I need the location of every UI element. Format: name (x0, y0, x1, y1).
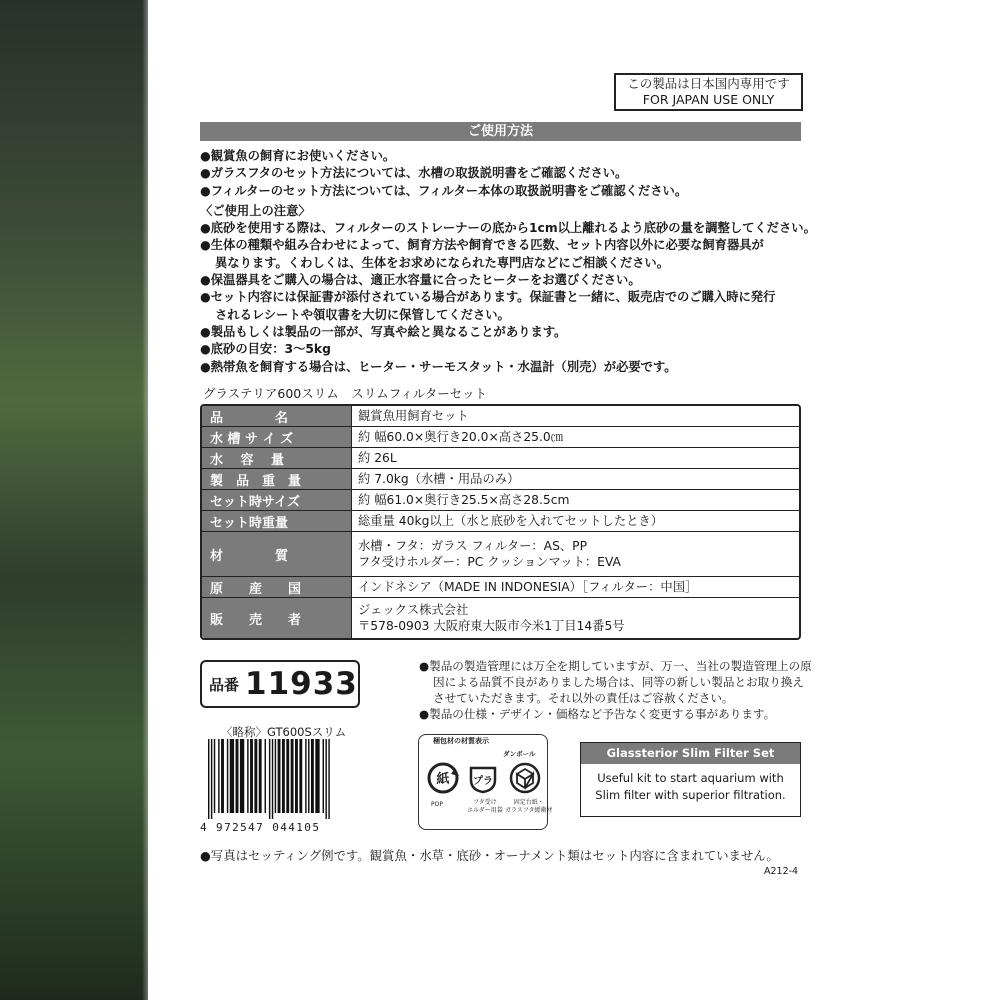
spec-value: インドネシア（MADE IN INDONESIA）［フィルター：中国］ (358, 580, 698, 594)
product-number: 11933 (245, 666, 358, 702)
spec-value: 観賞魚用飼育セット (358, 409, 469, 423)
caution-title: 〈ご使用上の注意〉 (200, 203, 311, 218)
spec-label: 材 質 (210, 548, 289, 564)
barcode-bar (221, 739, 224, 813)
note-line: 因による品質不良がありました場合は、同等の新しい製品とお取り換え (433, 675, 805, 689)
usage-item: ●フィルターのセット方法については、フィルター本体の取扱説明書をご確認ください。 (200, 183, 688, 198)
spec-label: 販 売 者 (210, 612, 302, 628)
caution-item: ●セット内容には保証書が添付されている場合があります。保証書と一緒に、販売店でのご購入時に発行 (200, 290, 776, 305)
usage-header: ご使用方法 (200, 122, 801, 141)
notice-line-jp: この製品は日本国内専用です (627, 76, 790, 91)
caution-item: ●保温器具をご購入の場合は、適正水容量に合ったヒーターをお選びください。 (200, 273, 641, 288)
spec-row (202, 448, 799, 469)
barcode-bar (272, 739, 273, 819)
barcode-bar (311, 739, 314, 813)
spec-row (202, 427, 799, 448)
spec-value: 〒578-0903 大阪府東大阪市今米1丁目14番5号 (358, 619, 625, 633)
icon2-caption: フタ受け ホルダー用袋 (467, 799, 503, 814)
barcode-bar (214, 739, 215, 813)
barcode-bar (305, 739, 306, 813)
icon3-caption: 固定台紙・ ガラスフタ緩衝材 (505, 799, 553, 814)
barcode-bar (328, 739, 329, 819)
barcode-bar (227, 739, 228, 813)
spec-row (202, 598, 799, 638)
spec-label: セット時サイズ (210, 494, 300, 510)
caution-item: ●生体の種類や組み合わせによって、飼育方法や飼育できる匹数、セット内容以外に必要な飼育器具が (200, 238, 764, 253)
plastic-symbol: プラ (473, 776, 493, 787)
spec-row (202, 532, 799, 577)
caution-item: ●熱帯魚を飼育する場合は、ヒーター・サーモスタット・水温計（別売）が必要です。 (200, 359, 677, 374)
spec-row (202, 469, 799, 490)
usage-section (200, 148, 816, 376)
english-line: Slim filter with superior filtration. (595, 788, 786, 802)
barcode-bar (278, 739, 281, 813)
spec-row (202, 577, 799, 598)
barcode-bar (265, 739, 266, 813)
product-code: A212-4 (764, 866, 799, 877)
barcode-bar (323, 739, 324, 813)
spec-label: 品 名 (210, 410, 289, 426)
caution-item: ●底砂を使用する際は、フィルターのストレーナーの底から1cm以上離れるよう底砂の量を調整してください。 (200, 221, 816, 236)
english-line: Useful kit to start aquarium with (597, 771, 784, 785)
spec-row (202, 511, 799, 532)
danboru-label: ダンボール (503, 750, 536, 758)
set-title: グラステリア600スリム スリムフィルターセット (203, 386, 487, 401)
spec-value: フタ受けホルダー：PC クッションマット：EVA (358, 555, 621, 569)
barcode-bar (230, 739, 234, 813)
spec-label: 原 産 国 (210, 581, 302, 597)
note-line: ●製品の仕様・デザイン・価格など予告なく変更する事があります。 (419, 707, 776, 721)
spec-value: 総重量 40kg以上（水と底砂を入れてセットしたとき） (358, 514, 664, 528)
note-line: させていただきます。それ以外の責任はご容赦ください。 (433, 691, 734, 705)
barcode-bar (211, 739, 212, 819)
spec-value: 約 7.0kg（水槽・用品のみ） (358, 472, 520, 486)
english-title: Glassterior Slim Filter Set (581, 743, 800, 764)
barcode-bar (269, 739, 270, 819)
abbreviation: 〈略称〉GT600Sスリム (221, 725, 347, 739)
notice-line-en: FOR JAPAN USE ONLY (642, 92, 775, 107)
aquarium-photo-edge (0, 0, 148, 1000)
english-description-box (580, 742, 801, 817)
paper-recycle-icon (425, 760, 461, 800)
japan-only-notice (614, 73, 803, 111)
caution-item: されるレシートや領収書を大切に保管してください。 (215, 307, 510, 322)
barcode-bar (295, 739, 298, 813)
icon1-caption: POP (431, 801, 443, 808)
spec-label: 水 槽 サ イ ズ (210, 431, 294, 447)
packaging-material-box (418, 734, 553, 830)
packaging-title: 梱包材の材質表示 (433, 737, 489, 745)
barcode-bar (308, 739, 309, 813)
barcode-bar (275, 739, 276, 813)
barcode-bar (208, 739, 209, 819)
spec-value: 水槽・フタ：ガラス フィルター：AS、PP (358, 539, 588, 553)
barcode-bar (240, 739, 244, 813)
barcode-bars (200, 739, 361, 821)
disclaimer-notes (419, 658, 812, 722)
barcode-bar (282, 739, 285, 813)
barcode-bar (250, 739, 253, 813)
spec-row (202, 406, 799, 427)
caution-item: 異なります。くわしくは、生体をお求めになられた専門店などにご相談ください。 (215, 255, 670, 270)
barcode-bar (254, 739, 257, 813)
note-line: ●製品の製造管理には万全を期していますが、万一、当社の製造管理上の原 (419, 659, 812, 673)
cardboard-recycle-icon (507, 760, 543, 800)
barcode-digits: 4 972547 044105 (200, 821, 321, 834)
caution-item: ●底砂の目安：3～5kg (200, 342, 331, 357)
barcode-bar (291, 739, 294, 813)
product-number-box (200, 660, 360, 708)
barcode-bar (325, 739, 326, 819)
caution-item: ●製品もしくは製品の一部が、写真や絵と異なることがあります。 (200, 324, 567, 339)
barcode-bar (247, 739, 248, 813)
barcode-bar (315, 739, 319, 813)
barcode-bar (299, 739, 302, 813)
spec-label: セット時重量 (210, 515, 289, 531)
usage-item: ●観賞魚の飼育にお使いください。 (200, 149, 396, 163)
spec-table (200, 404, 801, 640)
barcode-bar (218, 739, 219, 813)
plastic-recycle-icon (465, 760, 501, 800)
barcode-bar (236, 739, 239, 813)
barcode-bar (259, 739, 262, 813)
spec-value: 約 幅60.0×奥行き20.0×高さ25.0㎝ (358, 430, 564, 444)
spec-value: 約 26L (358, 451, 397, 465)
product-number-label: 品番 (209, 675, 240, 694)
spec-value: 約 幅61.0×奥行き25.5×高さ28.5cm (358, 493, 570, 507)
spec-row (202, 490, 799, 511)
footer-note: ●写真はセッティング例です。観賞魚・水草・底砂・オーナメント類はセット内容に含まれていません。 (200, 848, 779, 863)
barcode (200, 739, 361, 843)
paper-symbol: 紙 (436, 772, 450, 787)
barcode-bar (286, 739, 289, 813)
spec-label: 水 容 量 (210, 452, 285, 468)
usage-item: ●ガラスフタのセット方法については、水槽の取扱説明書をご確認ください。 (200, 166, 628, 181)
spec-value: ジェックス株式会社 (358, 603, 469, 617)
spec-label: 製 品 重 量 (210, 473, 302, 489)
